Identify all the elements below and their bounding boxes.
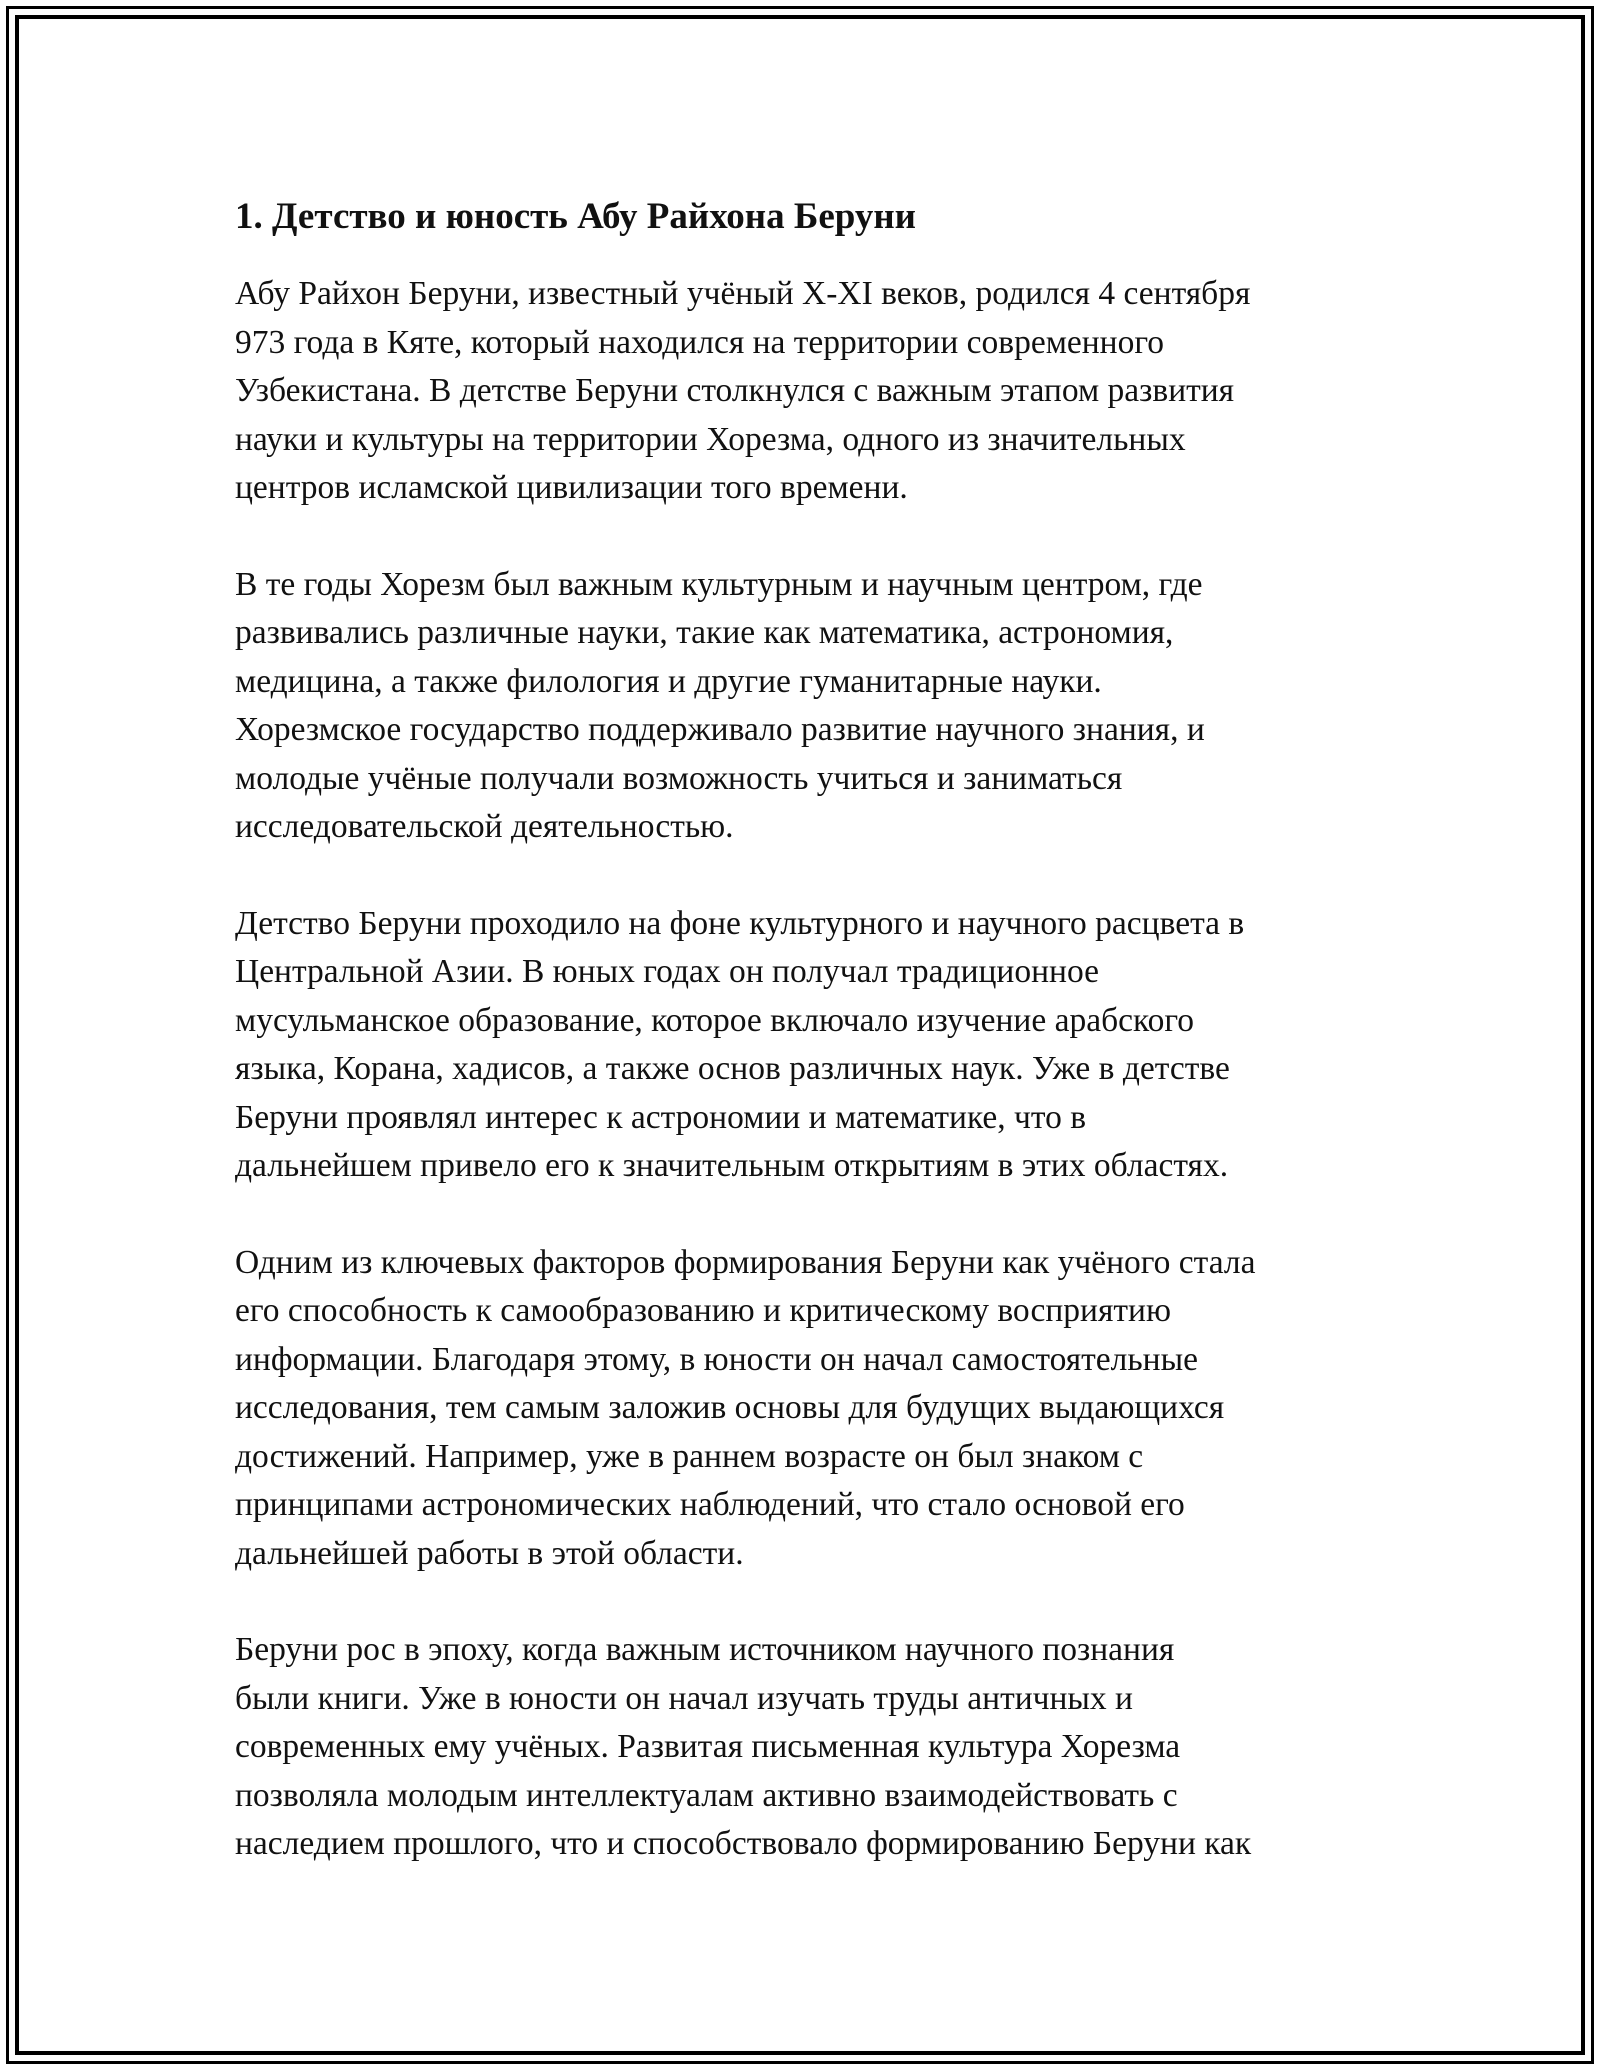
paragraph-4: [235, 1239, 1375, 1579]
paragraph-3: [235, 900, 1375, 1191]
paragraph-line: были книги. Уже в юности он начал изучать труды античных и: [235, 1679, 1133, 1717]
paragraph-1: [235, 270, 1375, 513]
paragraph-line: Центральной Азии. В юных годах он получал традиционное: [235, 953, 1099, 990]
paragraph-line: Узбекистана. В детстве Беруни столкнулся с важным этапом развития: [235, 372, 1235, 409]
paragraph-line: В те годы Хорезм был важным культурным и научным центром, где: [235, 565, 1203, 603]
paragraph-line: Одним из ключевых факторов формирования Беруни как учёного стала: [235, 1243, 1256, 1281]
paragraph-line: Беруни проявлял интерес к астрономии и математике, что в: [235, 1098, 1087, 1136]
section-heading: 1. Детство и юность Абу Райхона Беруни: [235, 196, 916, 237]
paragraph-line: Хорезмское государство поддерживало развитие научного знания, и: [235, 711, 1205, 748]
paragraph-line: центров исламской цивилизации того времени.: [235, 469, 908, 506]
paragraph-line: медицина, а также филология и другие гуманитарные науки.: [235, 662, 1102, 700]
paragraph-line: развивались различные науки, такие как математика, астрономия,: [235, 614, 1174, 651]
paragraph-line: достижений. Например, уже в раннем возрасте он был знаком с: [235, 1437, 1144, 1475]
paragraph-2: [235, 561, 1375, 852]
paragraph-line: его способность к самообразованию и критическому восприятию: [235, 1292, 1171, 1329]
paragraph-line: Детство Беруни проходило на фоне культурного и научного расцвета в: [235, 904, 1245, 942]
paragraph-line: дальнейшем привело его к значительным открытиям в этих областях.: [235, 1147, 1229, 1184]
paragraph-line: Абу Райхон Беруни, известный учёный X-XI веков, родился 4 сентября: [235, 275, 1251, 312]
paragraph-line: молодые учёные получали возможность учиться и заниматься: [235, 759, 1123, 797]
paragraph-line: науки и культуры на территории Хорезма, одного из значительных: [235, 420, 1186, 458]
paragraph-line: наследием прошлого, что и способствовало формированию Беруни как: [235, 1825, 1252, 1862]
paragraph-line: мусульманское образование, которое включало изучение арабского: [235, 1001, 1194, 1039]
paragraph-line: позволяла молодым интеллектуалам активно взаимодействовать с: [235, 1776, 1178, 1814]
paragraph-line: 973 года в Кяте, который находился на территории современного: [235, 323, 1165, 361]
paragraph-line: языка, Корана, хадисов, а также основ различных наук. Уже в детстве: [235, 1050, 1230, 1087]
paragraph-line: Беруни рос в эпоху, когда важным источником научного познания: [235, 1631, 1175, 1668]
paragraph-line: дальнейшей работы в этой области.: [235, 1534, 744, 1572]
document-body: [235, 184, 1375, 1917]
paragraph-line: информации. Благодаря этому, в юности он начал самостоятельные: [235, 1340, 1198, 1378]
paragraph-line: исследовательской деятельностью.: [235, 808, 734, 845]
paragraph-line: исследования, тем самым заложив основы для будущих выдающихся: [235, 1389, 1225, 1426]
paragraph-line: современных ему учёных. Развитая письменная культура Хорезма: [235, 1728, 1181, 1765]
paragraph-line: принципами астрономических наблюдений, что стало основой его: [235, 1486, 1185, 1523]
paragraph-5: [235, 1626, 1375, 1869]
